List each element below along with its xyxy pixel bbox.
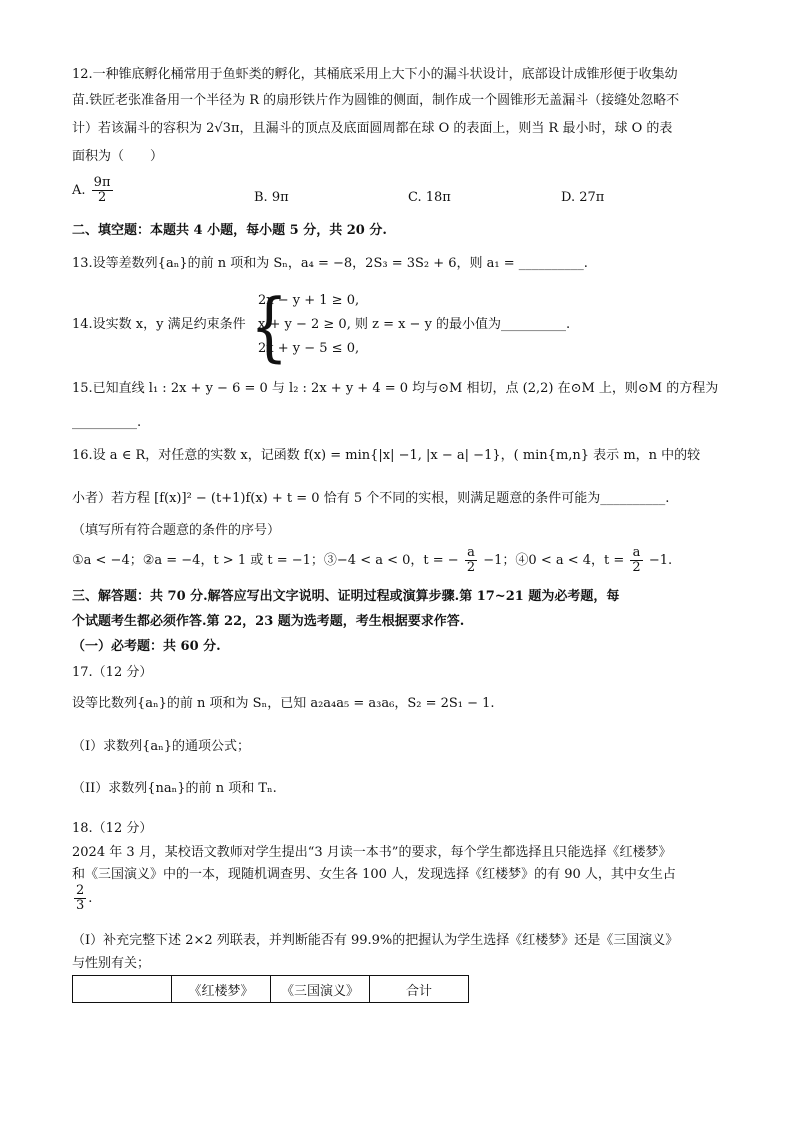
section2-heading: 二、填空题：本题共 4 小题，每小题 5 分，共 20 分. — [72, 223, 387, 238]
q16-fraction-2 — [630, 546, 642, 575]
q16-options-part-b: −1；④0 < a < 4，t = — [483, 553, 625, 568]
q18-fraction-line — [72, 884, 92, 913]
q17-heading: 17.（12 分） — [72, 665, 153, 680]
q16-fraction-1 — [465, 546, 477, 575]
q14-constraint-2: x + y − 2 ≥ 0, 则 z = x − y 的最小值为__________. — [258, 317, 571, 332]
q18-part-1-line1: （I）补充完整下述 2×2 列联表，并判断能否有 99.9%的把握认为学生选择《红楼梦》还是《三国演义》 — [72, 933, 679, 948]
q13-text: 13.设等差数列{aₙ}的前 n 项和为 Sₙ，a₄ = −8，2S₃ = 3S₂ + 6，则 a₁ = __________. — [72, 256, 588, 271]
q12-line1: 12.一种锥底孵化桶常用于鱼虾类的孵化，其桶底采用上大下小的漏斗状设计，底部设计成锥形便于收集幼 — [72, 67, 678, 82]
option-a-label: A. — [72, 183, 86, 198]
option-a-denominator: 2 — [97, 190, 107, 205]
q16-fraction-2-den: 2 — [632, 560, 641, 575]
q17-body: 设等比数列{aₙ}的前 n 项和为 Sₙ，已知 a₂a₄a₅ = a₃a₆，S₂ = 2S₁ − 1. — [72, 696, 495, 711]
q16-line2: 小者）若方程 [f(x)]² − (t+1)f(x) + t = 0 恰有 5 个不同的实根，则满足题意的条件可能为__________. — [72, 491, 670, 506]
q16-line1: 16.设 a ∈ R，对任意的实数 x，记函数 f(x) = min{|x| −1, |x − a| −1}，( min{m,n} 表示 m，n 中的较 — [72, 448, 701, 463]
q15-line1: 15.已知直线 l₁ : 2x + y − 6 = 0 与 l₂ : 2x + y + 4 = 0 均与⊙M 相切，点 (2,2) 在⊙M 上，则⊙M 的方程为 — [72, 381, 719, 396]
table-header-sanguo: 《三国演义》 — [271, 976, 370, 1003]
q16-options-part-c: −1. — [648, 553, 673, 568]
q14-constraint-1: 2x − y + 1 ≥ 0, — [258, 293, 360, 308]
q18-fraction — [74, 884, 86, 913]
q14-prefix: 14.设实数 x，y 满足约束条件 — [72, 317, 246, 332]
section3-line1: 三、解答题：共 70 分.解答应写出文字说明、证明过程或演算步骤.第 17~21 题为必考题，每 — [72, 589, 620, 604]
q16-fraction-1-num: a — [465, 546, 477, 561]
q14-constraint-3: 2x + y − 5 ≤ 0, — [258, 341, 360, 356]
q18-part-1-line2: 与性别有关； — [72, 956, 151, 971]
table-header-hongloumeng: 《红楼梦》 — [172, 976, 271, 1003]
q16-options — [72, 546, 672, 575]
q18-heading: 18.（12 分） — [72, 821, 153, 836]
table-header-total: 合计 — [370, 976, 469, 1003]
q12-option-a — [72, 176, 115, 205]
q18-fraction-tail: . — [88, 891, 93, 906]
contingency-table — [72, 975, 469, 1003]
q17-part-1: （I）求数列{aₙ}的通项公式； — [72, 739, 251, 754]
q16-fraction-1-den: 2 — [466, 560, 476, 575]
q16-line3: （填写所有符合题意的条件的序号） — [72, 523, 281, 538]
q12-line4: 面积为（ ） — [72, 149, 164, 164]
q12-line3: 计）若该漏斗的容积为 2√3π，且漏斗的顶点及底面圆周都在球 O 的表面上，则当 R 最小时，球 O 的表 — [72, 121, 673, 136]
q12-option-c: C. 18π — [408, 190, 451, 205]
q17-part-2: （II）求数列{naₙ}的前 n 项和 Tₙ. — [72, 781, 277, 796]
q12-option-d: D. 27π — [561, 190, 605, 205]
q18-line1: 2024 年 3 月，某校语文教师对学生提出“3 月读一本书”的要求，每个学生都选择且只能选择《红楼梦》 — [72, 845, 672, 860]
option-a-numerator: 9π — [93, 175, 111, 190]
q18-fraction-den: 3 — [76, 898, 85, 913]
q16-fraction-2-num: a — [630, 546, 642, 561]
table-row — [73, 976, 469, 1003]
q18-fraction-num: 2 — [76, 883, 85, 898]
section3-line3: （一）必考题：共 60 分. — [72, 639, 221, 654]
q14-brace: { — [250, 283, 289, 372]
option-a-fraction — [92, 176, 113, 205]
q15-line2: __________. — [72, 415, 142, 430]
table-header-blank — [73, 976, 172, 1003]
q12-option-b: B. 9π — [254, 190, 289, 205]
section3-line2: 个试题考生都必须作答.第 22，23 题为选考题，考生根据要求作答. — [72, 614, 465, 629]
q12-line2: 苗.铁匠老张准备用一个半径为 R 的扇形铁片作为圆锥的侧面，制作成一个圆锥形无盖漏斗（接缝处忽略不 — [72, 93, 680, 108]
q16-options-part-a: ①a < −4；②a = −4，t > 1 或 t = −1；③−4 < a < 0，t = − — [72, 553, 459, 568]
q18-line2: 和《三国演义》中的一本，现随机调查男、女生各 100 人，发现选择《红楼梦》的有 90 人，其中女生占 — [72, 867, 676, 882]
